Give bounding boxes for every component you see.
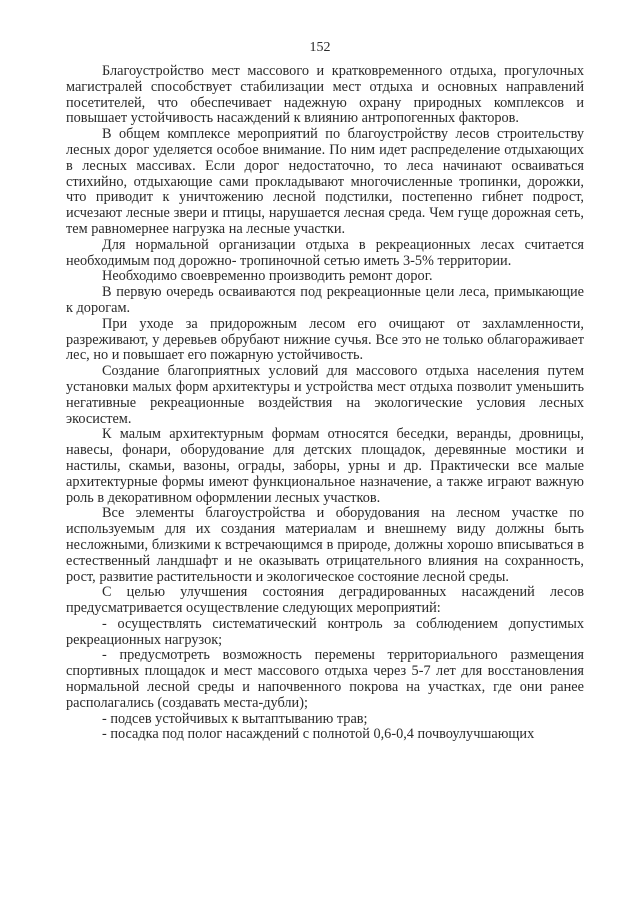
body-text	[66, 64, 584, 743]
list-item: - осуществлять систематический контроль за соблюдением допустимых рекреационных нагрузок;	[66, 615, 584, 648]
paragraph: Все элементы благоустройства и оборудования на лесном участке по используемым для их создания материалам и внешнему виду должны быть несложными, близкими к встречающимся в природе, должны хорошо вписываться в естественный ландшафт и не оказывать отрицательного влияния на сохранность, рост, развитие растительности и экологическое состояние лесной среды.	[66, 505, 584, 585]
list-item: - посадка под полог насаждений с полнотой 0,6-0,4 почвоулучшающих	[102, 726, 535, 743]
paragraph: Создание благоприятных условий для массового отдыха населения путем установки малых форм архитектуры и устройства мест отдыха позволит уменьшить негативные рекреационные воздействия на экологические условия лесных экосистем.	[66, 363, 584, 427]
paragraph: При уходе за придорожным лесом его очищают от захламленности, разреживают, у деревьев обрубают нижние сучья. Все это не только облагораживает лес, но и повышает его пожарную устойчивость.	[66, 315, 584, 364]
list-item: - подсев устойчивых к вытаптыванию трав;	[102, 710, 368, 727]
list-item: - предусмотреть возможность перемены территориального размещения спортивных площадок и мест массового отдыха через 5-7 лет для восстановления нормальной лесной среды и напочвенного покрова на участках, где они ранее располагались (создавать места-дубли);	[66, 647, 584, 711]
paragraph: Необходимо своевременно производить ремонт дорог.	[102, 268, 433, 285]
page-number: 152	[309, 40, 331, 55]
paragraph: К малым архитектурным формам относятся беседки, веранды, дровницы, навесы, фонари, оборудование для детских площадок, деревянные мостики и настилы, скамьи, вазоны, ограды, заборы, урны и др. Практически все малые архитектурные формы имеют функциональное назначение, а также играют важную роль в декоративном оформлении лесных участков.	[66, 426, 584, 506]
paragraph: В первую очередь осваиваются под рекреационные цели леса, примыкающие к дорогам.	[66, 284, 584, 316]
paragraph: Для нормальной организации отдыха в рекреационных лесах считается необходимым под дорожно- тропиночной сетью иметь 3-5% территории.	[66, 236, 584, 269]
paragraph: В общем комплексе мероприятий по благоустройству лесов строительству лесных дорог уделяется особое внимание. По ним идет распределение отдыхающих в лесных массивах. Если дорог недостаточно, то леса начинают осваиваться стихийно, отдыхающие сами прокладывают многочисленные тропинки, дорожки, что приводит к уничтожению лесной подстилки, постепенно гибнет подрост, исчезают лесные звери и птицы, нарушается лесная среда. Чем гуще дорожная сеть, тем равномернее нагрузка на лесные участки.	[66, 126, 584, 237]
paragraph: С целью улучшения состояния деградированных насаждений лесов предусматривается осуществление следующих мероприятий:	[66, 584, 584, 617]
paragraph: Благоустройство мест массового и кратковременного отдыха, прогулочных магистралей способствует стабилизации мест отдыха и основных направлений посетителей, что обеспечивает надежную охрану природных комплексов и повышает устойчивость насаждений к влиянию антропогенных факторов.	[66, 63, 584, 127]
